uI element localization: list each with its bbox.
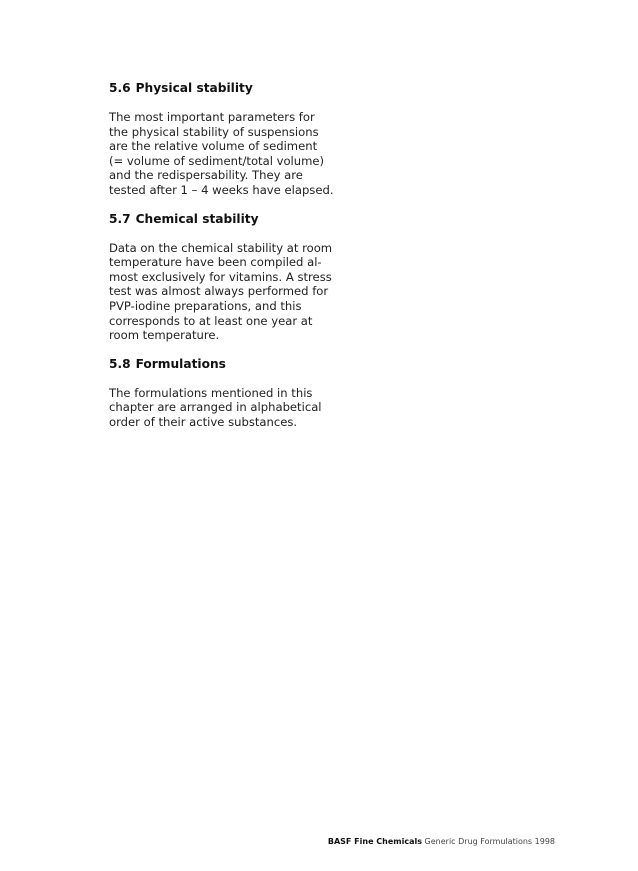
paragraph-line: corresponds to at least one year at: [109, 313, 313, 328]
section-paragraph: [109, 110, 339, 198]
section-formulations: [109, 356, 339, 430]
section-physical-stability: [109, 80, 339, 198]
paragraph-line: room temperature.: [109, 328, 220, 343]
section-number: 5.8: [109, 356, 131, 371]
paragraph-line: are the relative volume of sediment: [109, 139, 318, 154]
paragraph-line: (= volume of sediment/total volume): [109, 153, 325, 168]
section-heading: [109, 211, 339, 227]
section-paragraph: [109, 241, 339, 343]
section-chemical-stability: [109, 211, 339, 343]
footer-brand: BASF Fine Chemicals: [327, 837, 422, 846]
paragraph-line: tested after 1 – 4 weeks have elapsed.: [109, 182, 334, 197]
section-heading: [109, 80, 339, 96]
page-footer: [328, 837, 555, 847]
paragraph-line: The most important parameters for: [109, 110, 315, 124]
section-number: 5.7: [109, 211, 131, 226]
paragraph-line: most exclusively for vitamins. A stress: [109, 269, 332, 284]
paragraph-line: the physical stability of suspensions: [109, 124, 319, 139]
section-title: Formulations: [135, 356, 226, 371]
section-heading: [109, 356, 339, 372]
paragraph-line: temperature have been compiled al-: [109, 255, 322, 270]
paragraph-line: The formulations mentioned in this: [109, 385, 313, 400]
section-number: 5.6: [109, 81, 131, 95]
paragraph-line: PVP-iodine preparations, and this: [109, 298, 302, 313]
paragraph-line: order of their active substances.: [109, 414, 298, 429]
section-paragraph: [109, 386, 339, 430]
page-content: [109, 80, 339, 443]
section-title: Chemical stability: [135, 211, 259, 226]
paragraph-line: chapter are arranged in alphabetical: [109, 400, 322, 415]
section-title: Physical stability: [135, 81, 253, 95]
paragraph-line: test was almost always performed for: [109, 284, 329, 299]
paragraph-line: Data on the chemical stability at room: [109, 240, 333, 255]
paragraph-line: and the redispersability. They are: [109, 168, 303, 183]
footer-publication: Generic Drug Formulations 1998: [424, 837, 555, 846]
